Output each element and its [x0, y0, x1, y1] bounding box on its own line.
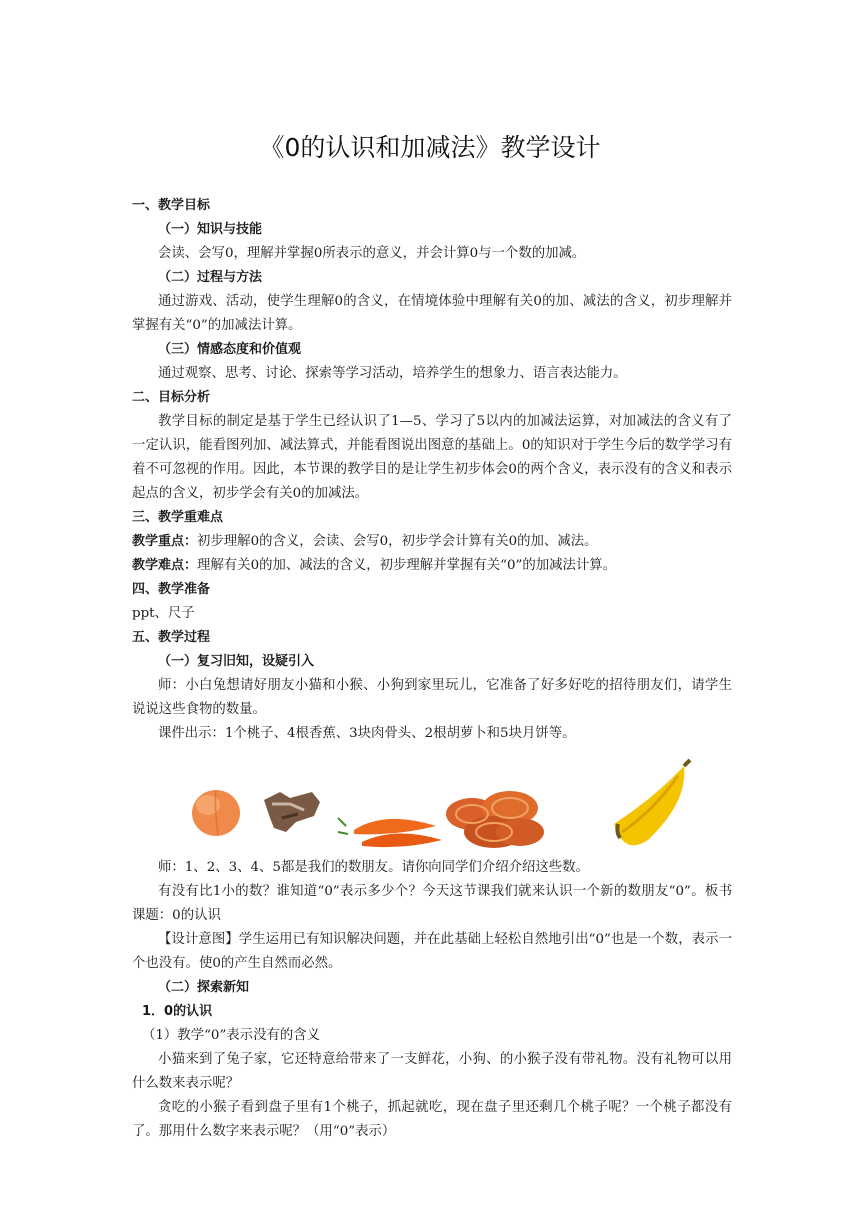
subsection-heading-1-1: （一）知识与技能 — [158, 222, 263, 237]
section-heading-1: 一、教学目标 — [132, 198, 211, 213]
subsection-heading-5-2-1: 1．0的认识 — [142, 1004, 213, 1019]
section-heading-2: 二、目标分析 — [132, 390, 211, 405]
section-heading-5: 五、教学过程 — [132, 630, 211, 645]
subsection-heading-5-2: （二）探索新知 — [158, 980, 250, 995]
food-images-row — [132, 752, 732, 852]
subsection-heading-1-3: （三）情感态度和价值观 — [158, 342, 302, 357]
difficult-point-label: 教学难点： — [132, 558, 198, 573]
paragraph-6: 师：小白兔想请好朋友小猫和小猴、小狗到家里玩儿，它准备了好多好吃的招待朋友们，请学生说说这些食物的数量。 — [132, 678, 732, 717]
banana-icon — [614, 760, 690, 845]
paragraph-4: 教学目标的制定是基于学生已经认识了1—5、学习了5以内的加减法运算，对加减法的含义有了一定认识，能看图列加、减法算式，并能看图说出图意的基础上。0的知识对于学生今后的数学学习有着不可忽视的作用。因此，本节课的教学目的是让学生初步体会0的两个含义，表示没有的含义和表示起点的含义，初步学会有关0的加减法。 — [132, 414, 732, 501]
design-intent-paragraph: 【设计意图】学生运用已有知识解决问题，并在此基础上轻松自然地引出“0”也是一个数，表示一个也没有。使0的产生自然而必然。 — [132, 932, 732, 971]
peach-icon — [192, 790, 240, 836]
paragraph-8: 师：1、2、3、4、5都是我们的数朋友。请你向同学们介绍介绍这些数。 — [158, 860, 589, 875]
food-images — [132, 752, 732, 852]
carrot-icon — [338, 818, 442, 847]
mooncake-icon — [446, 791, 544, 848]
paragraph-2: 通过游戏、活动，使学生理解0的含义，在情境体验中理解有关0的加、减法的含义，初步理解并掌握有关“0”的加减法计算。 — [132, 294, 732, 333]
section-heading-4: 四、教学准备 — [132, 582, 211, 597]
document-title: 《0的认识和加减法》教学设计 — [259, 133, 601, 162]
paragraph-9: 有没有比1小的数？谁知道“0”表示多少个？今天这节课我们就来认识一个新的数朋友“0”。板书课题：0的认识 — [132, 884, 732, 923]
bone-icon — [264, 792, 320, 832]
paragraph-3: 通过观察、思考、讨论、探索等学习活动，培养学生的想象力、语言表达能力。 — [158, 366, 627, 381]
section-heading-3: 三、教学重难点 — [132, 510, 224, 525]
paragraph-5: ppt、尺子 — [132, 606, 195, 621]
paragraph-7: 课件出示：1个桃子、4根香蕉、3块肉骨头、2根胡萝卜和5块月饼等。 — [158, 726, 576, 741]
difficult-point-text: 理解有关0的加、减法的含义，初步理解并掌握有关“0”的加减法计算。 — [197, 558, 617, 573]
paragraph-12: 贪吃的小猴子看到盘子里有1个桃子，抓起就吃，现在盘子里还剩几个桃子呢？一个桃子都没有了。那用什么数字来表示呢？（用“0”表示） — [132, 1100, 732, 1139]
key-point-text: 初步理解0的含义，会读、会写0，初步学会计算有关0的加、减法。 — [197, 534, 598, 549]
subsection-heading-1-2: （二）过程与方法 — [158, 270, 263, 285]
paragraph-1: 会读、会写0，理解并掌握0所表示的意义，并会计算0与一个数的加减。 — [158, 246, 586, 261]
subsection-heading-5-1: （一）复习旧知，设疑引入 — [158, 654, 315, 669]
key-point — [132, 530, 732, 554]
key-point-label: 教学重点： — [132, 534, 198, 549]
difficult-point — [132, 554, 732, 578]
paragraph-11: 小猫来到了兔子家，它还特意给带来了一支鲜花，小狗、的小猴子没有带礼物。没有礼物可以用什么数来表示呢？ — [132, 1052, 732, 1091]
document-body — [132, 194, 732, 1144]
subsection-heading-5-2-1a: （1）教学“0”表示没有的含义 — [142, 1028, 321, 1043]
